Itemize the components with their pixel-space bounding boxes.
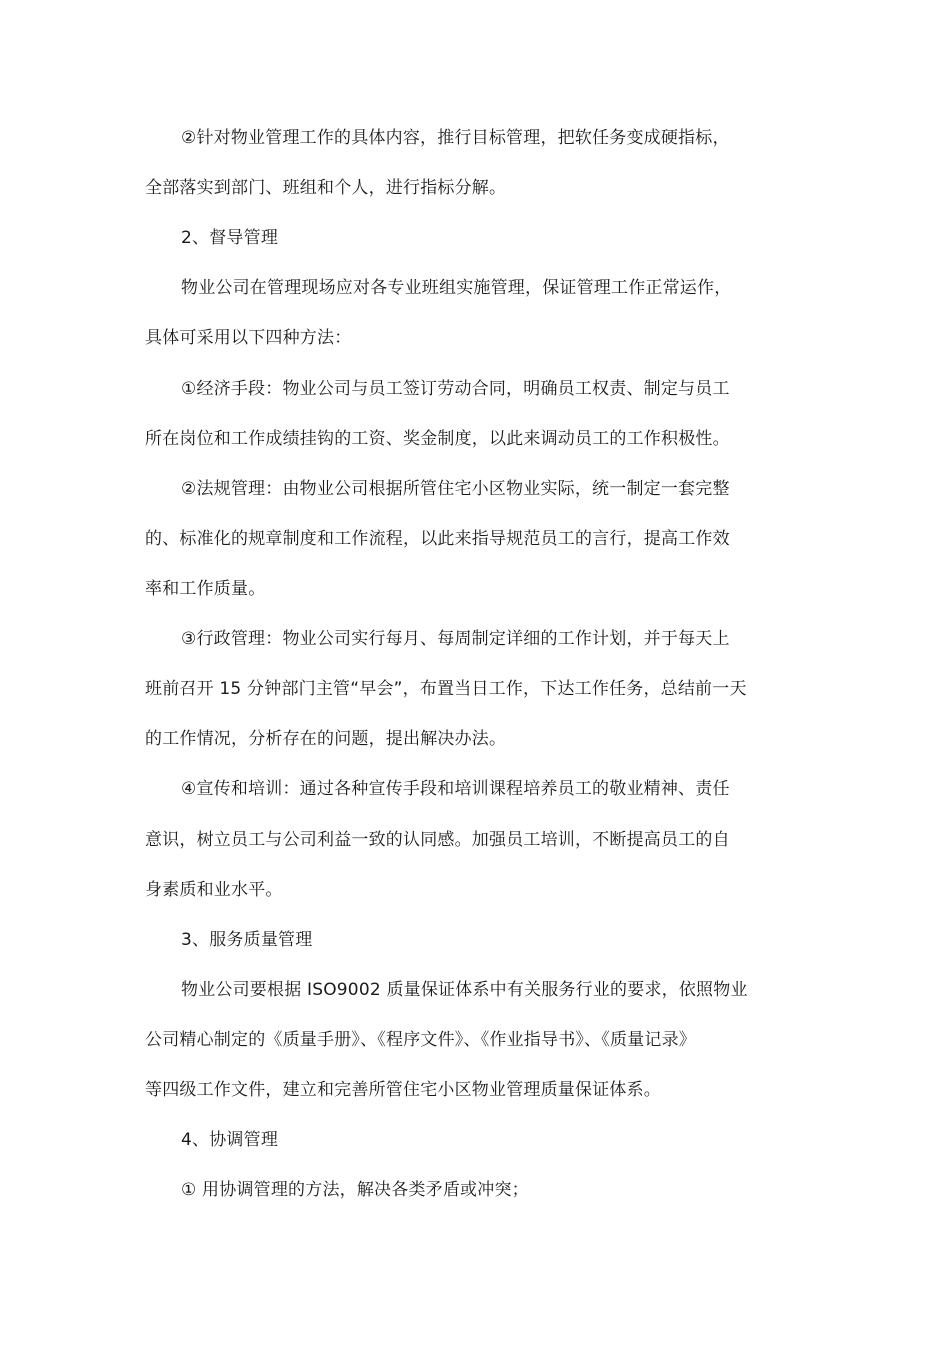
paragraph-line: 公司精心制定的《质量手册》、《程序文件》、《作业指导书》、《质量记录》 (145, 1030, 696, 1050)
paragraph-line: ②法规管理：由物业公司根据所管住宅小区物业实际，统一制定一套完整 (181, 479, 730, 499)
paragraph-line: 物业公司在管理现场应对各专业班组实施管理，保证管理工作正常运作， (181, 278, 732, 298)
paragraph-line: ④宣传和培训：通过各种宣传手段和培训课程培养员工的敬业精神、责任 (181, 779, 730, 799)
section-heading: 3、服务质量管理 (181, 930, 313, 950)
paragraph-line: ① 用协调管理的方法，解决各类矛盾或冲突； (181, 1180, 529, 1200)
paragraph-line: ②针对物业管理工作的具体内容，推行目标管理，把软任务变成硬指标， (181, 128, 730, 148)
paragraph-line: 具体可采用以下四种方法： (145, 328, 352, 348)
section-heading: 2、督导管理 (181, 228, 279, 248)
paragraph-line: 的工作情况，分析存在的问题，提出解决办法。 (145, 729, 507, 749)
paragraph-line: 物业公司要根据 ISO9002 质量保证体系中有关服务行业的要求，依照物业 (181, 980, 748, 1000)
paragraph-line: 身素质和业水平。 (145, 880, 283, 900)
paragraph-line: 意识，树立员工与公司利益一致的认同感。加强员工培训，不断提高员工的自 (145, 830, 730, 850)
paragraph-line: 班前召开 15 分钟部门主管“早会”，布置当日工作，下达工作任务，总结前一天 (145, 679, 747, 699)
paragraph-line: 所在岗位和工作成绩挂钩的工资、奖金制度，以此来调动员工的工作积极性。 (145, 429, 730, 449)
section-heading: 4、协调管理 (181, 1130, 279, 1150)
paragraph-line: 的、标准化的规章制度和工作流程，以此来指导规范员工的言行，提高工作效 (145, 529, 730, 549)
paragraph-line: 全部落实到部门、班组和个人，进行指标分解。 (145, 178, 507, 198)
paragraph-line: ①经济手段：物业公司与员工签订劳动合同，明确员工权责、制定与员工 (181, 379, 730, 399)
paragraph-line: 率和工作质量。 (145, 579, 266, 599)
paragraph-line: ③行政管理：物业公司实行每月、每周制定详细的工作计划，并于每天上 (181, 629, 730, 649)
paragraph-line: 等四级工作文件，建立和完善所管住宅小区物业管理质量保证体系。 (145, 1080, 661, 1100)
